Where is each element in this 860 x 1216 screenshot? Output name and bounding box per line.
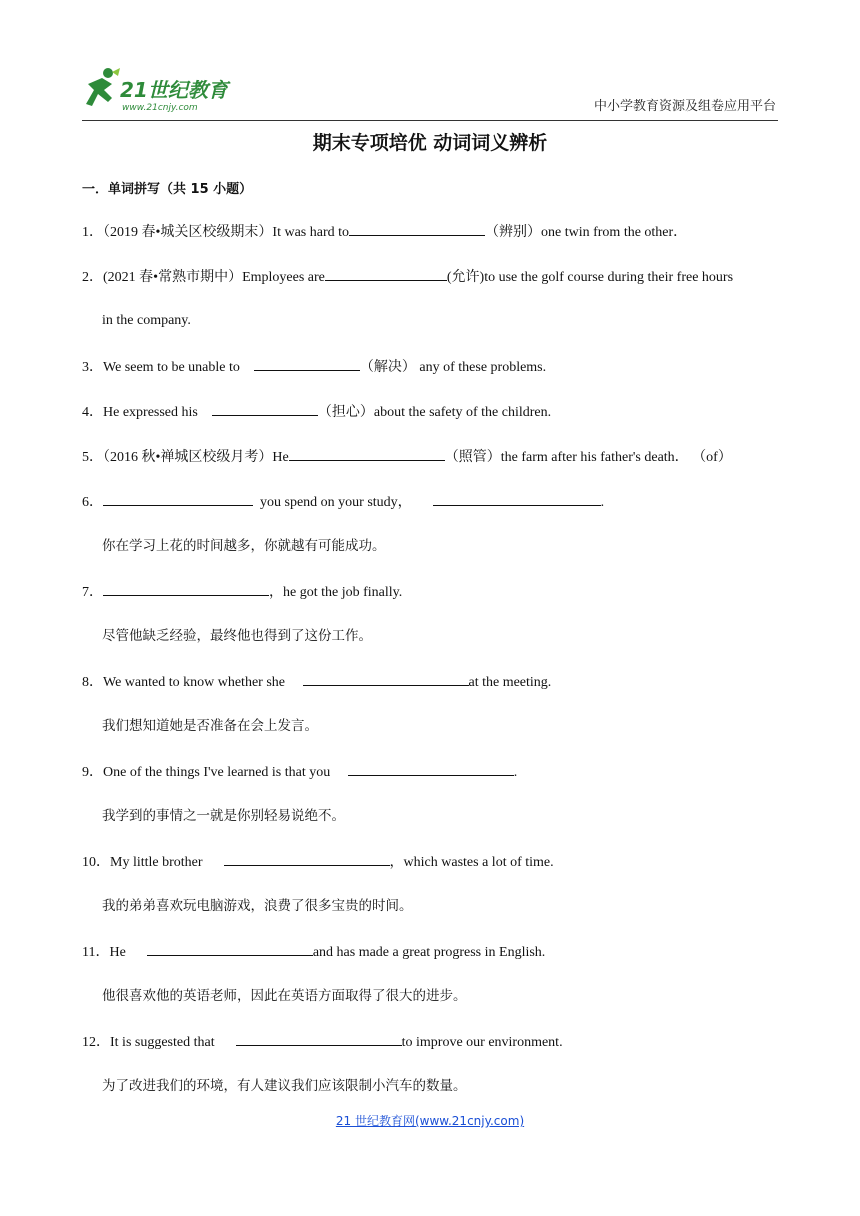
answer-blank[interactable] [103,581,269,596]
answer-blank[interactable] [212,401,318,416]
question-3: 3．We seem to be unable to （解决） any of these problems. [82,356,546,378]
question-4: 4．He expressed his （担心）about the safety of the children. [82,401,551,423]
page-header [82,64,778,121]
answer-blank[interactable] [289,446,445,461]
footer-link[interactable]: 21 世纪教育网(www.21cnjy.com) [335,1114,525,1128]
platform-name: 中小学教育资源及组卷应用平台 [593,99,776,114]
question-2-cont: in the company. [102,313,191,328]
question-12: 12．It is suggested that to improve our environment. [82,1031,563,1053]
question-7-translation: 尽管他缺乏经验，最终他也得到了这份工作。 [102,628,372,644]
answer-blank[interactable] [224,851,390,866]
answer-blank[interactable] [254,356,360,371]
question-11-translation: 他很喜欢他的英语老师，因此在英语方面取得了很大的进步。 [102,988,467,1004]
question-2: 2．(2021 春•常熟市期中）Employees are (允许)to use the golf course during their free hours [82,266,733,288]
question-10-translation: 我的弟弟喜欢玩电脑游戏，浪费了很多宝贵的时间。 [102,898,413,914]
section-heading: 一．单词拼写（共 15 小题） [82,182,253,197]
question-9: 9．One of the things I've learned is that you . [82,761,517,783]
page-title: 期末专项培优 动词词义辨析 [312,132,548,154]
answer-blank[interactable] [236,1031,402,1046]
logo-url: www.21cnjy.com [122,103,198,113]
question-1: 1．（2019 春•城关区校级期末）It was hard to （辨别）one twin from the other． [82,221,687,243]
question-9-translation: 我学到的事情之一就是你别轻易说绝不。 [102,808,345,824]
runner-logo-icon [82,66,122,112]
answer-blank[interactable] [147,941,313,956]
answer-blank[interactable] [303,671,469,686]
answer-blank[interactable] [103,491,253,506]
question-10: 10．My little brother ，which wastes a lot of time. [82,851,554,873]
logo-text: 21世纪教育 [120,78,228,102]
question-7: 7． ，he got the job finally. [82,581,402,603]
answer-blank[interactable] [349,221,485,236]
answer-blank[interactable] [433,491,601,506]
question-6-translation: 你在学习上花的时间越多，你就越有可能成功。 [102,538,386,554]
question-12-translation: 为了改进我们的环境，有人建议我们应该限制小汽车的数量。 [102,1078,467,1094]
question-6: 6． you spend on your study， . [82,491,604,513]
logo [82,66,257,116]
question-11: 11．He and has made a great progress in English. [82,941,545,963]
question-8: 8．We wanted to know whether she at the meeting. [82,671,551,693]
question-5: 5．（2016 秋•禅城区校级月考）He （照管）the farm after his father's death． （of） [82,446,732,468]
answer-blank[interactable] [325,266,447,281]
answer-blank[interactable] [348,761,514,776]
question-8-translation: 我们想知道她是否准备在会上发言。 [102,718,318,734]
